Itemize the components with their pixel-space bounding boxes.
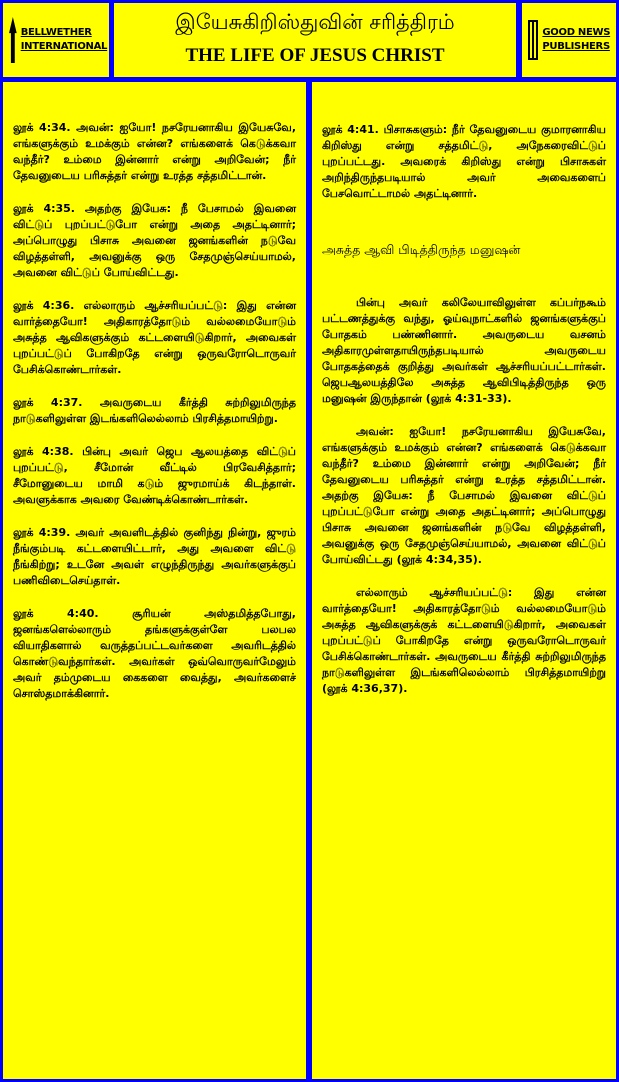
page-title-english: THE LIFE OF JESUS CHRIST <box>185 45 445 66</box>
title-banner <box>114 3 516 77</box>
verse-4-35: லூக் 4:35. அதற்கு இயேசு: நீ பேசாமல் இவனை விட்டுப் புறப்பட்டுபோ என்று அதை அதட்டினார்; அப்பொழுது பிசாசு அவனை ஜனங்களின் நடுவே விழத்தள்ளி, அவனுக்கு ஒரு சேதமுஞ்செய்யாமல், அவனை விட்டுப் போய்விட்டது. <box>13 202 296 279</box>
narrative-paragraph: எல்லாரும் ஆச்சரியப்பட்டு: இது என்ன வார்த்தையோ! அதிகாரத்தோடும் வல்லமையோடும் அசுத்த ஆவிகளுக்குக் கட்டளையிடுகிறார், அவைகள் புறப்பட்டுப் போகிறதே என்று ஒருவரோடொருவர் பேசிக்கொண்டார்கள். அவருடைய கீர்த்தி சுற்றிலுமிருந்த நாடுகளிலுள்ள இடங்களிலெல்லாம் பிரசித்தமாயிற்று (லூக் 4:36,37). <box>322 586 606 695</box>
verse-4-41: லூக் 4:41. பிசாசுகளும்: நீர் தேவனுடைய குமாரனாகிய கிறிஸ்து என்று சத்தமிட்டு, அநேகரைவிட்டுப் புறப்பட்டது. அவரைக் கிறிஸ்து என்று பிசாசுகள் அறிந்திருந்தபடியால் அவர் அவைகளைப் பேசவொட்டாமல் அதட்டினார். <box>322 123 606 200</box>
section-heading: அசுத்த ஆவி பிடித்திருந்த மனுஷன் <box>322 242 521 257</box>
verse-4-38: லூக் 4:38. பின்பு அவர் ஜெப ஆலயத்தை விட்டுப் புறப்பட்டு, சீமோன் வீட்டில் பிரவேசித்தார்; சீமோனுடைய மாமி கடும் ஜுரமாய்க் கிடந்தாள். அவளுக்காக அவரை வேண்டிக்கொண்டார்கள். <box>13 445 296 506</box>
steeple-icon <box>9 17 17 63</box>
bellwether-logo <box>3 3 109 77</box>
bellwether-logo-text: BELLWETHER INTERNATIONAL <box>20 27 108 52</box>
narrative-paragraph: பின்பு அவர் கலிலேயாவிலுள்ள கப்பர்நகூம் பட்டணத்துக்கு வந்து, ஓய்வுநாட்களில் ஜனங்களுக்குப் போதகம் பண்ணினார். அவருடைய வசனம் அதிகாரமுள்ளதாயிருந்தபடியால் அவருடைய போதகத்தைக் குறித்து அவர்கள் ஆச்சரியப்பட்டார்கள். ஜெபஆலயத்திலே அசுத்த ஆவிபிடித்திருந்த ஒரு மனுஷன் இருந்தான் (லூக் 4:31-33). <box>322 296 606 405</box>
verse-4-40: லூக் 4:40. சூரியன் அஸ்தமித்தபோது, ஜனங்களெல்லாரும் தங்களுக்குள்ளே பலபல வியாதிகளால் வருத்தப்பட்டவர்களை அவரிடத்தில் கொண்டுவந்தார்கள். அவர்கள் ஒவ்வொருவர்மேலும் அவர் தம்முடைய கைகளை வைத்து, அவர்களைச் சொஸ்தமாக்கினார். <box>13 607 296 700</box>
left-column <box>3 82 306 1079</box>
verse-4-36: லூக் 4:36. எல்லாரும் ஆச்சரியப்பட்டு: இது என்ன வார்த்தையோ! அதிகாரத்தோடும் வல்லமையோடும் அசுத்த ஆவிகளுக்கும் கட்டளையிடுகிறார், அவைகள் புறப்பட்டுப் போகிறதே என்று ஒருவரோடொருவர் பேசிக்கொண்டார்கள். <box>13 299 296 376</box>
narrative-paragraph: அவன்: ஐயோ! நசரேயனாகிய இயேசுவே, எங்களுக்கும் உமக்கும் என்ன? எங்களைக் கெடுக்கவா வந்தீர்? உம்மை இன்னார் என்று அறிவேன்; நீர் தேவனுடைய பரிசுத்தர் என்று உரத்த சத்தமிட்டான். அதற்கு இயேசு: நீ பேசாமல் இவனை விட்டுப் புறப்பட்டுபோ என்று அதை அதட்டினார்; அப்பொழுது பிசாசு அவனை ஜனங்களின் நடுவே விழத்தள்ளி, அவனுக்கு ஒரு சேதமுஞ்செய்யாமல், அவனை விட்டுப் போய்விட்டது (லூக் 4:34,35). <box>322 425 606 566</box>
page-title-tamil: இயேசுகிறிஸ்துவின் சரித்திரம் <box>175 10 455 34</box>
right-column <box>312 82 616 1079</box>
good-news-logo <box>522 3 616 77</box>
verse-4-37: லூக் 4:37. அவருடைய கீர்த்தி சுற்றிலுமிருந்த நாடுகளிலுள்ள இடங்களிலெல்லாம் பிரசித்தமாயிற்று. <box>13 396 296 425</box>
verse-4-34: லூக் 4:34. அவன்: ஐயோ! நசரேயனாகிய இயேசுவே, எங்களுக்கும் உமக்கும் என்ன? எங்களைக் கெடுக்கவா வந்தீர்? உம்மை இன்னார் என்று அறிவேன்; நீர் தேவனுடைய பரிசுத்தர் என்று உரத்த சத்தமிட்டான். <box>13 121 296 182</box>
verse-4-39: லூக் 4:39. அவர் அவளிடத்தில் குனிந்து நின்று, ஜுரம் நீங்கும்படி கட்டளையிட்டார், அது அவளை விட்டு நீங்கிற்று; உடனே அவள் எழுந்திருந்து அவர்களுக்குப் பணிவிடைசெய்தாள். <box>13 526 296 587</box>
book-icon <box>528 20 538 60</box>
good-news-logo-text: GOOD NEWS PUBLISHERS <box>542 27 611 52</box>
